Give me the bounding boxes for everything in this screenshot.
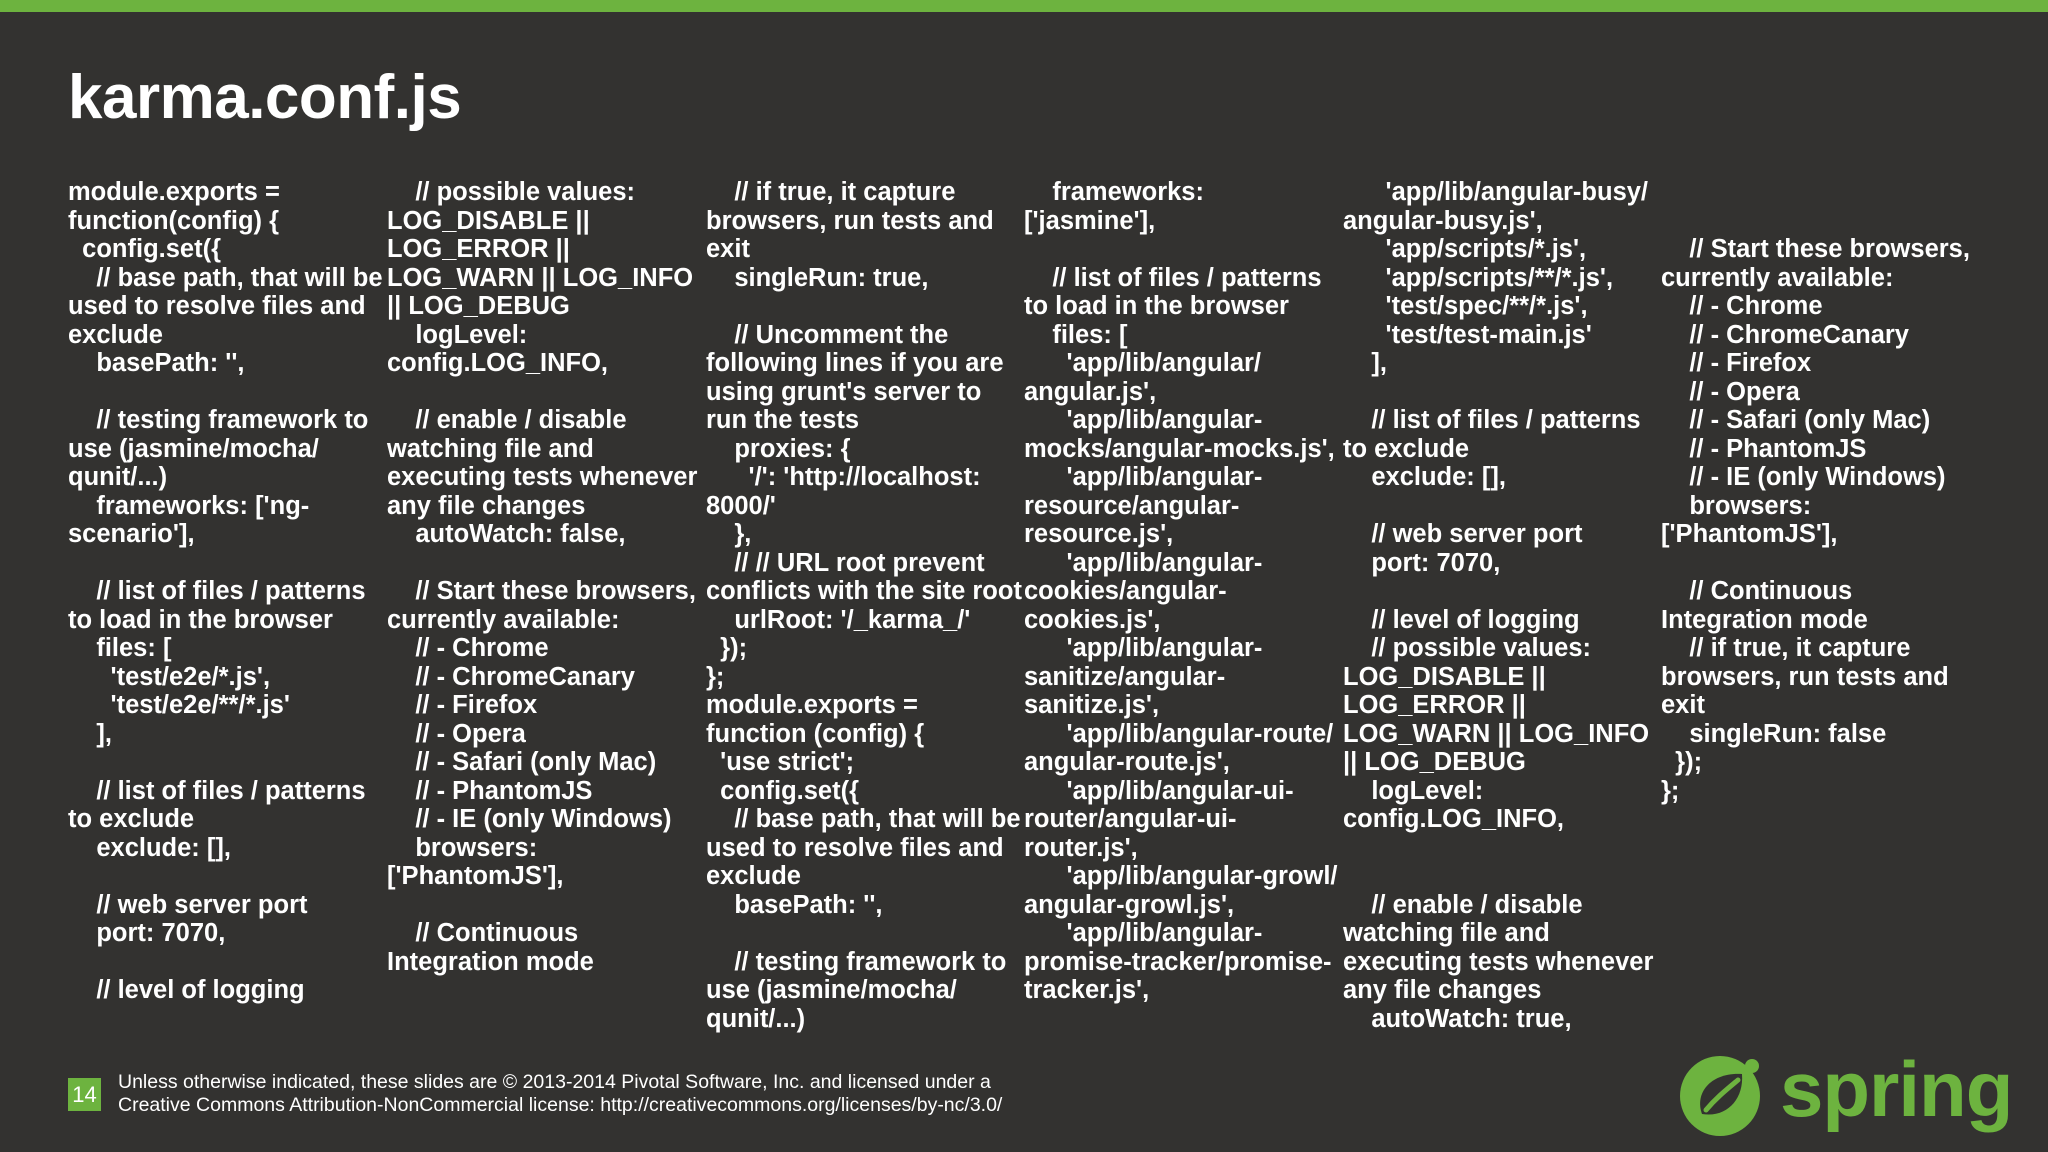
license-line-1: Unless otherwise indicated, these slides are © 2013-2014 Pivotal Software, Inc. and licensed under a [118, 1071, 991, 1093]
license-footer [118, 1071, 1318, 1117]
spring-logo [1672, 1045, 2013, 1138]
code-column-6: // Start these browsers, currently available: // - Chrome // - ChromeCanary // - Firefox // - Opera // - Safari (only Mac) // - PhantomJS // - IE (only Windows) browsers: ['PhantomJS'], // Continuous Integration mode // if true, it capture browsers, run tests and exit singleRun: false }); }; [1661, 235, 1970, 805]
license-line-2: Creative Commons Attribution-NonCommercial license: http://creativecommons.org/licenses/by-nc/3.0/ [118, 1094, 1003, 1116]
code-column-3: // if true, it capture browsers, run tests and exit singleRun: true, // Uncomment the following lines if you are using grunt's server to run the tests proxies: { '/': 'http://localhost: 8000/' }, // // URL root prevent conflicts with the site root urlRoot: '/_karma_/' }); }; module.exports = function (config) { 'use strict'; config.set({ // base path, that will be used to resolve files and exclude basePath: '', // testing framework to use (jasmine/mocha/ qunit/...) [706, 178, 1022, 1033]
page-number-badge: 14 [68, 1078, 101, 1111]
slide-title: karma.conf.js [68, 63, 462, 132]
code-column-2: // possible values: LOG_DISABLE || LOG_ERROR || LOG_WARN || LOG_INFO || LOG_DEBUG logLevel: config.LOG_INFO, // enable / disable watching file and executing tests whenever any file changes autoWatch: false, // Start these browsers, currently available: // - Chrome // - ChromeCanary // - Firefox // - Opera // - Safari (only Mac) // - PhantomJS // - IE (only Windows) browsers: ['PhantomJS'], // Continuous Integration mode [387, 178, 698, 976]
code-column-1: module.exports = function(config) { config.set({ // base path, that will be used to resolve files and exclude basePath: '', // testing framework to use (jasmine/mocha/ qunit/...) frameworks: ['ng- scenario'], // list of files / patterns to load in the browser files: [ 'test/e2e/*.js', 'test/e2e/**/*.js' ], // list of files / patterns to exclude exclude: [], // web server port port: 7070, // level of logging [68, 178, 383, 1004]
spring-leaf-icon [1672, 1052, 1772, 1138]
spring-wordmark: spring [1780, 1045, 2013, 1133]
code-column-5: 'app/lib/angular-busy/ angular-busy.js', 'app/scripts/*.js', 'app/scripts/**/*.js', 'test/spec/**/*.js', 'test/test-main.js' ], // list of files / patterns to exclude exclude: [], // web server port port: 7070, // level of logging // possible values: LOG_DISABLE || LOG_ERROR || LOG_WARN || LOG_INFO || LOG_DEBUG logLevel: config.LOG_INFO, // enable / disable watching file and executing tests whenever any file changes autoWatch: true, [1343, 178, 1654, 1033]
code-column-4: frameworks: ['jasmine'], // list of files / patterns to load in the browser files: [ 'app/lib/angular/ angular.js', 'app/lib/angular- mocks/angular-mocks.js', 'app/lib/angular- resource/angular- resource.js', 'app/lib/angular- cookies/angular- cookies.js', 'app/lib/angular- sanitize/angular- sanitize.js', 'app/lib/angular-route/ angular-route.js', 'app/lib/angular-ui- router/angular-ui- router.js', 'app/lib/angular-growl/ angular-growl.js', 'app/lib/angular- promise-tracker/promise- tracker.js', [1024, 178, 1338, 1004]
top-accent-bar [0, 0, 2048, 12]
